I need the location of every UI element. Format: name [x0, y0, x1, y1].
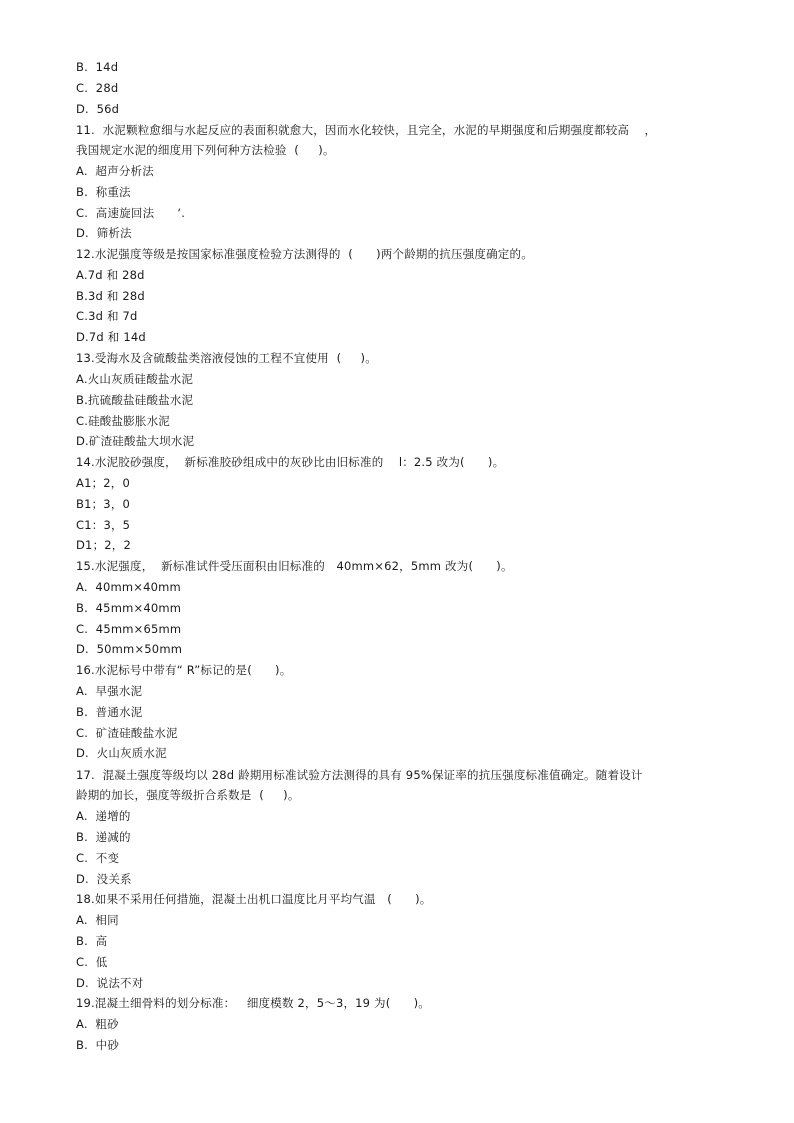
question-13-text: 13.受海水及含硫酸盐类溶液侵蚀的工程不宜使用 ( )。 [76, 351, 377, 365]
option-line: C. 高速旋回法 ‘. [76, 206, 186, 220]
option-line: D1；2，2 [76, 538, 132, 552]
option-line: C. 不变 [76, 851, 120, 865]
option-line: A. 40mm×40mm [76, 580, 181, 594]
option-line: B. 高 [76, 934, 108, 948]
option-line: C. 低 [76, 955, 108, 969]
question-12-text: 12.水泥强度等级是按国家标准强度检验方法测得的 ( )两个龄期的抗压强度确定的。 [76, 247, 533, 261]
option-line: B. 普通水泥 [76, 705, 143, 719]
question-11-text-cont: 我国规定水泥的细度用下列何种方法检验 ( )。 [76, 143, 335, 157]
option-line: C. 矿渣硅酸盐水泥 [76, 726, 178, 740]
option-line: D. 50mm×50mm [76, 642, 183, 656]
option-line: A1；2，0 [76, 476, 131, 490]
option-line: B. 递减的 [76, 830, 131, 844]
question-15-text: 15.水泥强度， 新标准试件受压面积由旧标准的 40mm×62，5mm 改为( )。 [76, 559, 513, 573]
question-17-text-cont: 龄期的加长，强度等级折合系数是 ( )。 [76, 788, 300, 802]
option-line: D. 56d [76, 102, 120, 116]
option-line: B. 称重法 [76, 185, 131, 199]
option-line: C.3d 和 7d [76, 309, 138, 323]
option-line: B.3d 和 28d [76, 289, 145, 303]
option-line: A. 递增的 [76, 809, 131, 823]
option-line: C. 45mm×65mm [76, 622, 182, 636]
option-line: D.7d 和 14d [76, 330, 146, 344]
option-line: B.抗硫酸盐硅酸盐水泥 [76, 393, 194, 407]
option-line: B. 45mm×40mm [76, 601, 182, 615]
option-line: A. 早强水泥 [76, 684, 143, 698]
option-line: C1：3，5 [76, 518, 131, 532]
option-line: C. 28d [76, 81, 119, 95]
option-line: D. 筛析法 [76, 226, 132, 240]
option-line: C.硅酸盐膨胀水泥 [76, 414, 170, 428]
question-16-text: 16.水泥标号中带有“ R”标记的是( )。 [76, 663, 292, 677]
option-line: A. 相同 [76, 913, 119, 927]
option-line: D. 火山灰质水泥 [76, 746, 167, 760]
option-line: D. 说法不对 [76, 976, 144, 990]
option-line: B. 中砂 [76, 1038, 120, 1052]
question-18-text: 18.如果不采用任何措施，混凝土出机口温度比月平均气温 ( )。 [76, 892, 432, 906]
option-line: A. 粗砂 [76, 1017, 119, 1031]
option-line: B1；3，0 [76, 497, 131, 511]
option-line: A.7d 和 28d [76, 268, 145, 282]
option-line: A.火山灰质硅酸盐水泥 [76, 372, 194, 386]
option-line: B. 14d [76, 60, 119, 74]
option-line: D.矿渣硅酸盐大坝水泥 [76, 434, 195, 448]
question-14-text: 14.水泥胶砂强度， 新标准胶砂组成中的灰砂比由旧标准的 l：2.5 改为( )。 [76, 455, 505, 469]
option-line: D. 没关系 [76, 872, 132, 886]
question-11-text: 11. 水泥颗粒愈细与水起反应的表面积就愈大，因而水化较快，且完全，水泥的早期强度和后期强度都较高 ， [76, 123, 657, 137]
question-19-text: 19.混凝土细骨料的划分标准： 细度模数 2，5～3，19 为( )。 [76, 996, 430, 1010]
option-line: A. 超声分析法 [76, 164, 154, 178]
question-17-text: 17. 混凝土强度等级均以 28d 龄期用标准试验方法测得的具有 95%保证率的抗压强度标准值确定。随着设计 [76, 768, 643, 782]
